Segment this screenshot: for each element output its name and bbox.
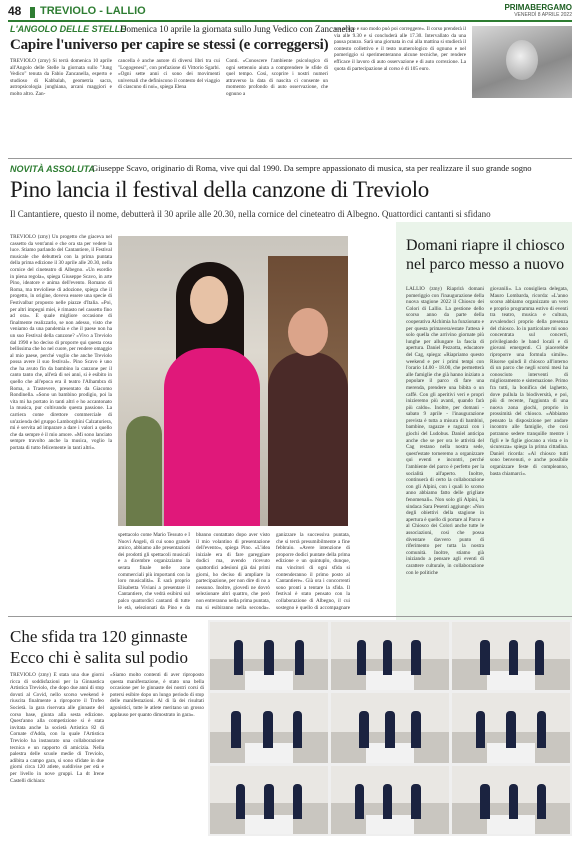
article2-kicker-line bbox=[10, 163, 570, 175]
article3-col1: TREVIOLO (zmy) È stata una due giorni ricca di soddisfazioni per la Ginnastica Artistica Treviolo, che dopo due anni di stop dovuti al Covid, nello scorso weekend è riuscita finalmente a riproporre il Trofeo Società. la gara riservata alle ginnaste del corso base, giunta alla sesta edizione. Quest'anno alla competizione si è stata invitata anche la società Artistica 82 di Cornate d'Adda, con la quale l'Artistica Treviolo ha instaurato una collaborazione tecnica e un rapporto di amicizia. Nella palestra delle scuole medie di Treviolo, adibita a campo gara, si sono sfidate in due giorni circa 120 atlete, suddivise per età e per livello in nove gruppi. La dt Irene Castelli dichiara: bbox=[10, 672, 104, 784]
podium-photo-8 bbox=[331, 766, 449, 834]
section-divider bbox=[8, 158, 572, 159]
podium-photo-3 bbox=[452, 622, 570, 690]
section-bar bbox=[30, 7, 35, 18]
article2-title: Pino lancia il festival della canzone di Treviolo bbox=[10, 177, 430, 202]
section-divider-2 bbox=[8, 616, 572, 617]
section-name: TREVIOLO - LALLIO bbox=[40, 5, 146, 17]
photo-man-face bbox=[288, 308, 328, 356]
gymnastics-photo-grid bbox=[208, 620, 572, 836]
podium-photo-2 bbox=[331, 622, 449, 690]
podium-photo-6 bbox=[452, 693, 570, 763]
article2-col3: bbanno contattato dopo aver visto il mio volantino di presentazione dell'evento», spiega Pino. «L'idea iniziale era di fare gareggiare dodici ma, avendo ricevuto quattordici adesioni già dai primi giorni, ho deciso di ampliare la partecipazione, per non dire di no a nessuno. Inoltre, giovedì ne dovrò selezionare altri quattro, che però non entreranno nella prima puntata, ma si esibiranno nella seconda». bbox=[196, 532, 270, 610]
article1-col1: TREVIOLO (zmy) Si terrà domenica 10 aprile all'Angolo delle Stelle la giornata sullo "Jung Vedico" tenuta da Fabio Zancanella, esperto e studioso di Kabbalah, geometria sacra, astropsicologia junghiana, arcani maggiori e molto altro. Zan- bbox=[10, 58, 112, 97]
article2-col2: spettacolo come Mario Tessuto e I Nuovi Angeli, di cui sono grande amico, abbiamo alle presentazioni dei prodotti gli spettacoli musicali e a dicembre organizziamo la serata finale nelle zone commerciali più importanti con la loro musicalità». È sarà proprio Elisabetta Viviani a presentare il Cantantiere, che vedrà esibirsi sul palco quattordici cantanti di tutte le età, selezionati da Pino e da bbox=[118, 532, 190, 610]
article1-kicker: L'ANGOLO DELLE STELLE bbox=[10, 24, 127, 34]
photo-woman-body bbox=[164, 348, 260, 526]
article1-subtitle: Domenica 10 aprile la giornata sullo Jung Vedico con Zancanella bbox=[120, 24, 355, 34]
article3-title: Che sfida tra 120 ginnaste Ecco chi è salita sul podio bbox=[10, 627, 188, 667]
podium-photo-1 bbox=[210, 622, 328, 690]
page-header bbox=[8, 3, 572, 22]
issue-date: VENERDÌ 8 APRILE 2022 bbox=[514, 12, 572, 18]
podium-photo-4 bbox=[210, 693, 328, 763]
article2-subtitle: Giuseppe Scavo, originario di Roma, vive qui dal 1990. Da sempre appassionato di musica, sta per realizzare il suo grande sogno bbox=[92, 163, 532, 173]
article1-col4: suo tempo e suo modo può poi correggere». Il corso prenderà il via alle 9.30 e si concluderà alle 17.30. Intervallato da una pausa pranzo. Sarà una giornata in cui alla mattina si studierà il contesto collettivo e il testo numerologico di ognuno e nel pomeriggio si sperimenteranno alcune tecniche, per rendere efficace il lavoro di auto osservazione e di auto correzione. La quota di partecipazione al corso è di 105 euro. bbox=[334, 26, 466, 72]
podium-photo-7 bbox=[210, 766, 328, 834]
portrait-face bbox=[506, 40, 538, 80]
article2-photo bbox=[118, 236, 348, 526]
podium-photo-5 bbox=[331, 693, 449, 763]
article3-col2: «Siamo molto contenti di aver riproposto questa manifestazione, è stato una bella occasione per le ginnaste dei nostri corsi di potersi esibire dopo un lungo periodo di stop delle manifestazioni. Al di là dei risultati agonistici, tutte le atlete meritano un grosso applauso per quanto dimostrato in gara». bbox=[110, 672, 204, 718]
sidebar-col2: giovanili». La consigliera delegata, Mauro Lombarda, ricorda: «L'anno scorso abbiamo organizzato un vero e proprio programma estivo di eventi tra teatro, musica e cultura, avvalendoci proprio della presenza del chiosco. Io in particolare mi sono concentrata sul concerti, privilegiando le band locali e di giovani emergenti. Ci piacerebbe riproporre una formula simile». Risorse quindi il chiosco all'interno di un parco che negli scorsi mesi ha conosciuto interventi di miglioramento e sistemazione. Primo fra tutti, la bonifica del laghetto, dove pullula la biodiversità, e poi, più di recente, l'aggiunta di una nuova zona giochi, proprio in prossimità del chiosco. «Abbiamo pensato la disposizione per andare incontro alle famiglie, che così potranno sedere tranquille mentre i figli e le figlie giocano a vista e in sicurezza» spiega la prima cittadina. Daniel ricorda: «Al chiosco tutti sono benvenuti, e anche possibile organizzare feste di compleanno, basta chiamarci». bbox=[490, 286, 568, 477]
sidebar-col1: LALLIO (zmy) Riaprirà domani pomeriggio con l'inaugurazione della nuova stagione 2022 il Chiosco dei Colori di Lallio. La gestione dello scorso anno da parte della cooperativa Alchimia ha funzionato e per questa primavera/estate l'attesa è solo quella che arrivino giornate più lunghe per allungare la fascia di apertura. Daniel Pezzotta, educatore del Cag, spiega: «Riapriamo questo weekend e per i primi tempi con l'orario 14.00 - 18.00, che permetterà alle famiglie che già hanno iniziato a popolare il parco di fare una merenda, prendere una bibita o un caffè. Con gli aperitivi veri e propri inizieremo più avanti, quando farà più caldo». Inoltre, per domani - sabato 9 aprile - l'inaugurazione prevista è tutta a misura di bambini, bambine, ragazze e ragazzi con i giochi del Ludobus. Daniel anticipa anche che se per ora le attività del Cag restano nella nostra sede, quest'estate torneremo a organizzare qui eventi e incontri, perché l'ambiente del parco è perfetto per la socialità all'aperto. Inoltre, continuerà di certo la collaborazione con gli Alpini, con i quali lo scorso anno abbiamo fatto delle grigliate fenomenali». Non solo gli Alpini, la sindaca Sara Pesenti aggiunge: «Non degli obiettivi della stagione in apertura è quello di portare al Parco e al Chiosco dei Colori anche tutte le associazioni, così che possa diventare davvero punto di riferimento per tutta la nostra comunità. Inoltre, stiamo già iniziando a pensare agli eventi di carattere culturale, in collaborazione con le politiche bbox=[406, 286, 484, 576]
article2-standfirst: Il Cantantiere, questo il nome, debutterà il 30 aprile alle 20.30, nella cornice del cineteatro di Albegno. Quattordici cantanti si sfidano bbox=[10, 209, 491, 219]
article2-col4: ganizzare la successiva puntata, che si terrà presumibilmente a fine febbraio. «Avere intenzione di proporre dodici puntate della prima edizione e un quintuplo, dunque, ma vincitori di ogni sfida si contenderanno il primo posto al Cantantiere». Già ora i concorrenti sono pronti a tentare la sfida. Il festival è stato pensato con la collaborazione di Albegno, il cui sostegno è quello di accompagnare bbox=[276, 532, 350, 610]
article1-title: Capire l'universo per capire se stessi (e correggersi) bbox=[10, 37, 329, 53]
page-number: 48 bbox=[8, 4, 22, 18]
podium-photo-9 bbox=[452, 766, 570, 834]
photo-man-body bbox=[268, 352, 348, 526]
article1-col3: Conti. «Conoscere l'ambiente psicologico di ogni settennio aiuta a comprendere le sfide di quel tempo. Così, scoprire i nostri numeri attraverso la data di nascita ci consente un momento profondo di auto osservazione, che ognuno a bbox=[226, 58, 328, 97]
article1-portrait-photo bbox=[472, 26, 572, 98]
photo-woman-face bbox=[190, 276, 228, 324]
newspaper-brand: PRIMABERGAMO bbox=[504, 3, 572, 12]
article2-col1: TREVIOLO (zmy) Un progetto che giaceva nel cassetto da vent'anni e che ora sta per vedere la luce. Stiamo parlando del Cantantiere, il Festival musicale che debutterà con la prima puntata della prima edizione il 30 aprile alle 20.30, nella cornice del cineteatro di Albegno. «Un esordio in piena regola», spiega Giuseppe Scavo, in arte Pino, ideatore e anima dell'evento. Romano di Roma, ma trevioliese di adozione, spiega che il progetto, in origine, doveva essere una specie di Festivalbar proposto nelle piazze d'Italia. «Poi, per altri impegni miei, è rimasto nel cassetto fino ad ora». E quale migliore occasione di finalmente realizzarlo, se non adesso, visto che veniamo da una pandemia e che il paese non ha un suo Festival della canzone? «Vivo a Treviolo dal 1990 e ho deciso di proporre qui questa cosa bellissima che ho nel cuore, per rendere omaggio al mio paese, perché voglio che anche Treviolo possa avere il suo festival». Pino Scavo è uno che ha avuto fin da bambino la canzone per il canto tanto che, all'età di sei anni, si è esibito in quello che all'epoca era il teatro l'Alhambra di Roma, a Trastevere, presentato da Giacomo Rondinella. «Sono un bambino prodigio, poi la vita mi ha portato in tanti altri e ho accantonato la musica, pur coltivando questa passione. La carriera come direttore commerciale di un'azienda del gruppo Lamborghini Calzaturiera, mi è servita ad imparare a dare i valori a quello che da sempre è il mio amore. «Mi sono lanciato sempre travolto anche la musica, voglio la portata di tutto felicemente in tanti altri». bbox=[10, 234, 112, 451]
sidebar-title: Domani riapre il chiosco nel parco messo a nuovo bbox=[406, 237, 565, 273]
article1-col2: cancella è anche autore di diversi libri tra cui "Logogenesi", con prefazione di Vittorio Sgarbi. «Ogni sette anni ci sono dei movimenti universali che definiscono il contesto del viaggio di ciascuno di noi», spiega Elena bbox=[118, 58, 220, 91]
article2-kicker: NOVITÀ ASSOLUTA bbox=[10, 164, 95, 174]
photo-plant bbox=[126, 416, 162, 526]
